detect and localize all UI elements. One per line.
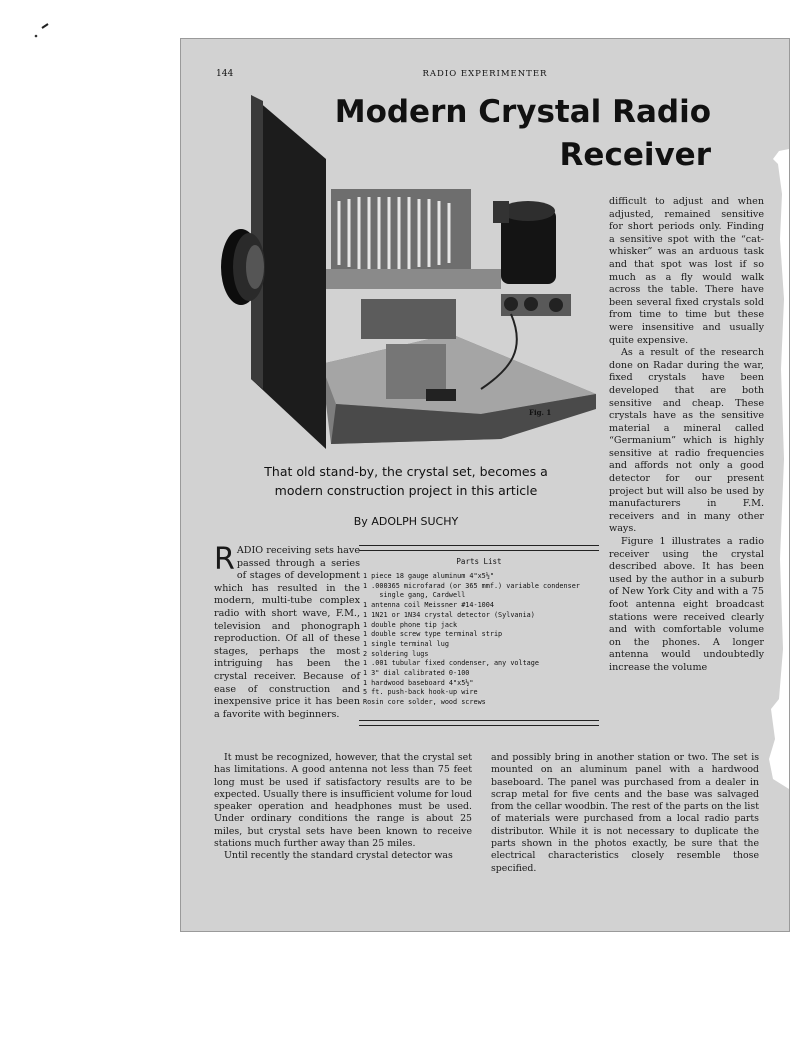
right-paragraph-1: difficult to adjust and when adjusted, remained sensitive for short periods only. Finding a sensitive spot with the “cat-whisker” was an arduous task and that spot was lost if so much as a fly would walk across the table. There have been several fixed crystals sold from time to time but these were insensitive and usually quite expensive.	[609, 196, 764, 346]
bottom-right-column	[491, 752, 759, 875]
running-head: RADIO EXPERIMENTER	[422, 69, 548, 79]
right-column	[609, 196, 764, 675]
right-paragraph-3: Figure 1 illustrates a radio receiver using the crystal described above. It has been used by the author in a suburb of New York City and with a 75 foot antenna eight broadcast stations were received clearly and with comfortable volume on the phones. A longer antenna would undoubtedly increase the volume	[609, 536, 764, 673]
parts-item: 1 double phone tip jack	[363, 620, 458, 629]
right-paragraph-2: As a result of the research done on Radar during the war, fixed crystals have been developed that are both sensitive and cheap. These crystals have as the sensitive material a mineral called “Germanium” which is highly sensitive at radio frequencies and affords not only a good detector for our present project but will also be used by manufacturers in F.M. receivers and in many other ways.	[609, 347, 764, 535]
parts-item: 2 soldering lugs	[363, 649, 429, 658]
parts-item: single gang, Cardwell	[363, 591, 466, 600]
subtitle-line1: That old stand-by, the crystal set, becomes a	[264, 464, 548, 479]
parts-top-rule	[359, 545, 599, 551]
article-title-line2: Receiver	[559, 137, 711, 173]
parts-item: Rosin core solder, wood screws	[363, 698, 486, 707]
parts-item: 1 3" dial calibrated 0-100	[363, 669, 470, 678]
bottom-left-column	[214, 752, 472, 863]
subtitle-line2: modern construction project in this article	[274, 483, 538, 498]
parts-list-title: Parts List	[456, 557, 502, 566]
drop-cap: R	[214, 542, 235, 577]
bottom-right-paragraph-1: and possibly bring in another station or two. The set is mounted on an aluminum panel with a hardwood baseboard. The panel was purchased from a dealer in scrap metal for five cents and the base was salvaged from the cellar woodbin. The rest of the parts on the list of materials were purchased from a local radio parts distributor. While it is not necessary to duplicate the parts shown in the photos exactly, be sure that the electrical characteristics closely resemble those specified.	[491, 752, 759, 874]
parts-item: 1 hardwood baseboard 4"x5½"	[363, 678, 474, 687]
figure-label: Fig. 1	[529, 408, 552, 417]
parts-item: 5 ft. push-back hook-up wire	[363, 688, 478, 697]
parts-item: 1 1N21 or 1N34 crystal detector (Sylvania)	[363, 610, 535, 619]
left-column	[214, 542, 360, 721]
parts-item: 1 double screw type terminal strip	[363, 630, 503, 639]
article-title-line1: Modern Crystal Radio	[334, 94, 711, 130]
parts-item: 1 .001 tubular fixed condenser, any voltage	[363, 659, 539, 668]
article-subtitle	[241, 462, 571, 500]
magazine-page	[180, 38, 790, 932]
parts-item: 1 single terminal lug	[363, 639, 449, 648]
left-paragraph-1: ADIO receiving sets have passed through a series of stages of development which has resulted in the modern, multi-tube complex radio with short wave, F.M., television and phonograph reproduction. Of all of these stages, perhaps the most intriguing has been the crystal receiver. Because of ease of construction and inexpensive price it has been a favorite with beginners.	[214, 545, 360, 720]
parts-item: 1 .000365 microfarad (or 365 mmf.) variable condenser	[363, 581, 580, 590]
parts-bottom-rule	[359, 720, 599, 726]
page-number: 144	[216, 69, 234, 79]
scan-speck-marks	[30, 8, 70, 48]
bottom-left-paragraph-1: It must be recognized, however, that the crystal set has limitations. A good antenna not less than 75 feet long must be used if satisfactory results are to be expected. Usually there is insufficient volume for loud speaker operation and headphones must be used. Under ordinary conditions the range is about 25 miles, but crystal sets have been known to receive stations much further away than 25 miles.	[214, 752, 472, 850]
parts-item: 1 antenna coil Meissner #14-1004	[363, 601, 494, 610]
parts-item: 1 piece 18 gauge aluminum 4"x5½"	[363, 572, 494, 580]
bottom-left-paragraph-2: Until recently the standard crystal detector was	[224, 850, 453, 862]
parts-list-box	[359, 537, 599, 727]
byline: By ADOLPH SUCHY	[353, 515, 459, 528]
